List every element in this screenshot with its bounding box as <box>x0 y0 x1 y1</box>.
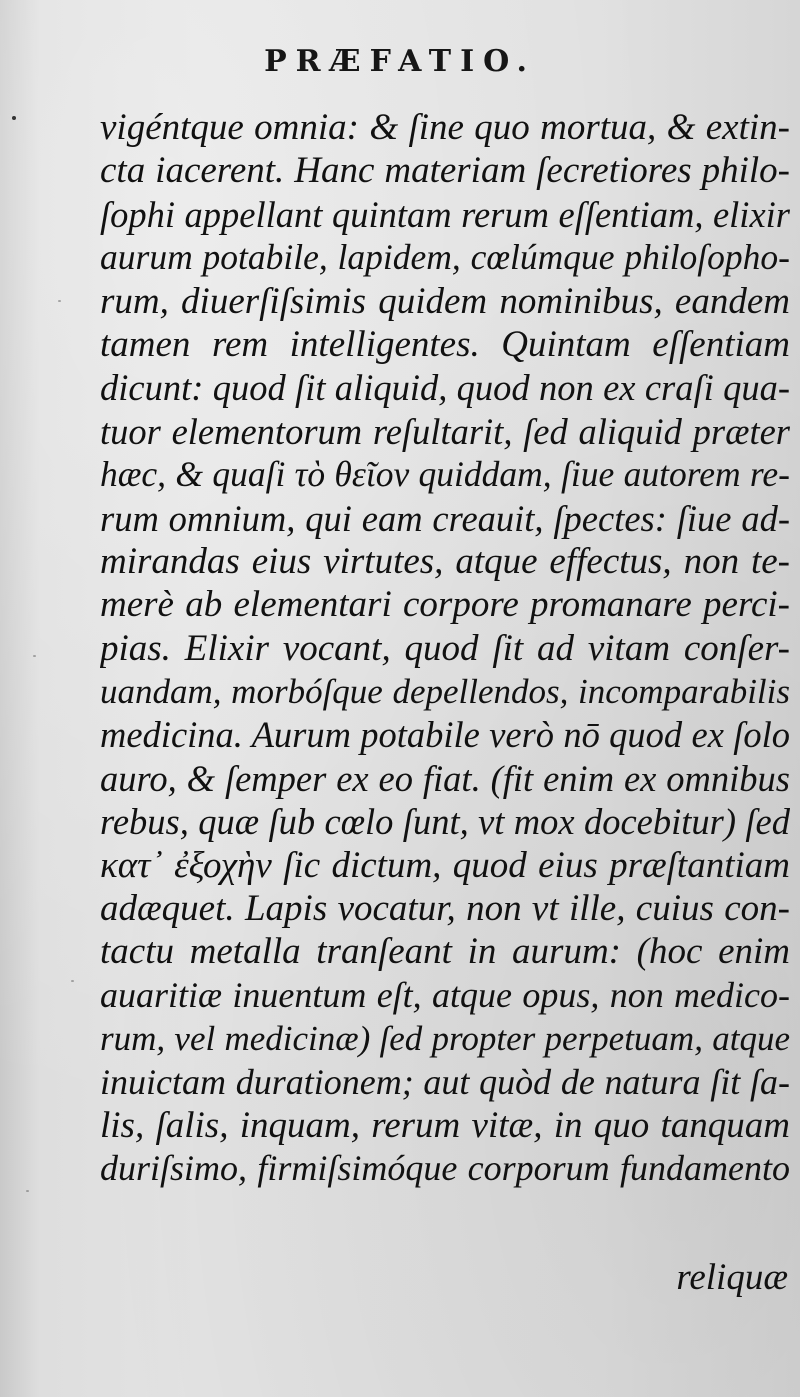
body-text <box>100 106 790 1191</box>
text-line: κατ᾽ ἐξοχὴν ſic dictum, quod eius præſtantiam <box>100 844 790 886</box>
text-line: tamen rem intelligentes. Quintam eſſentiam <box>100 323 790 365</box>
text-line: dicunt: quod ſit aliquid, quod non ex craſi qua- <box>100 367 790 409</box>
text-line: aurum potabile, lapidem, cœlúmque philoſopho- <box>100 237 790 278</box>
text-line: adæquet. Lapis vocatur, non vt ille, cuius con- <box>100 888 790 930</box>
paper-speck <box>71 980 74 982</box>
text-line: cta iacerent. Hanc materiam ſecretiores philo- <box>100 150 790 192</box>
text-line: hæc, & quaſi τὸ θεῖον quiddam, ſiue autorem re- <box>100 454 790 495</box>
text-line: lis, ſalis, inquam, rerum vitæ, in quo tanquam <box>100 1104 790 1146</box>
text-line: inuictam durationem; aut quòd de natura ſit ſa- <box>100 1061 790 1102</box>
text-line: auro, & ſemper ex eo fiat. (fit enim ex omnibus <box>100 757 790 799</box>
text-line: rum, vel medicinæ) ſed propter perpetuam, atque <box>100 1019 790 1059</box>
text-line: duriſsimo, firmiſsimóque corporum fundamento <box>100 1148 790 1189</box>
text-line: rebus, quæ ſub cœlo ſunt, vt mox docebitur) ſed <box>100 801 790 843</box>
text-line: tuor elementorum reſultarit, ſed aliquid præter <box>100 410 790 452</box>
text-line: rum omnium, qui eam creauit, ſpectes: ſiue ad- <box>100 497 790 539</box>
margin-mark <box>12 116 16 120</box>
text-line: uandam, morbóſque depellendos, incomparabilis <box>100 672 790 712</box>
text-line: rum, diuerſiſsimis quidem nominibus, eandem <box>100 280 790 322</box>
text-line: auaritiæ inuentum eſt, atque opus, non medico- <box>100 974 790 1015</box>
text-line: mirandas eius virtutes, atque effectus, non te- <box>100 540 790 582</box>
paper-speck <box>58 300 61 302</box>
text-line: ſophi appellant quintam rerum eſſentiam, elixir <box>100 193 790 235</box>
text-line: tactu metalla tranſeant in aurum: (hoc enim <box>100 931 790 973</box>
catchword: reliquæ <box>676 1257 788 1298</box>
paper-speck <box>26 1190 29 1192</box>
text-line: merè ab elementari corpore promanare perci- <box>100 584 790 626</box>
text-line: medicina. Aurum potabile verò nō quod ex ſolo <box>100 714 790 756</box>
text-line: vigéntque omnia: & ſine quo mortua, & extin- <box>100 107 790 148</box>
running-head: PRÆFATIO. <box>264 44 536 79</box>
text-line: pias. Elixir vocant, quod ſit ad vitam conſer- <box>100 627 790 669</box>
paper-speck <box>33 655 36 657</box>
